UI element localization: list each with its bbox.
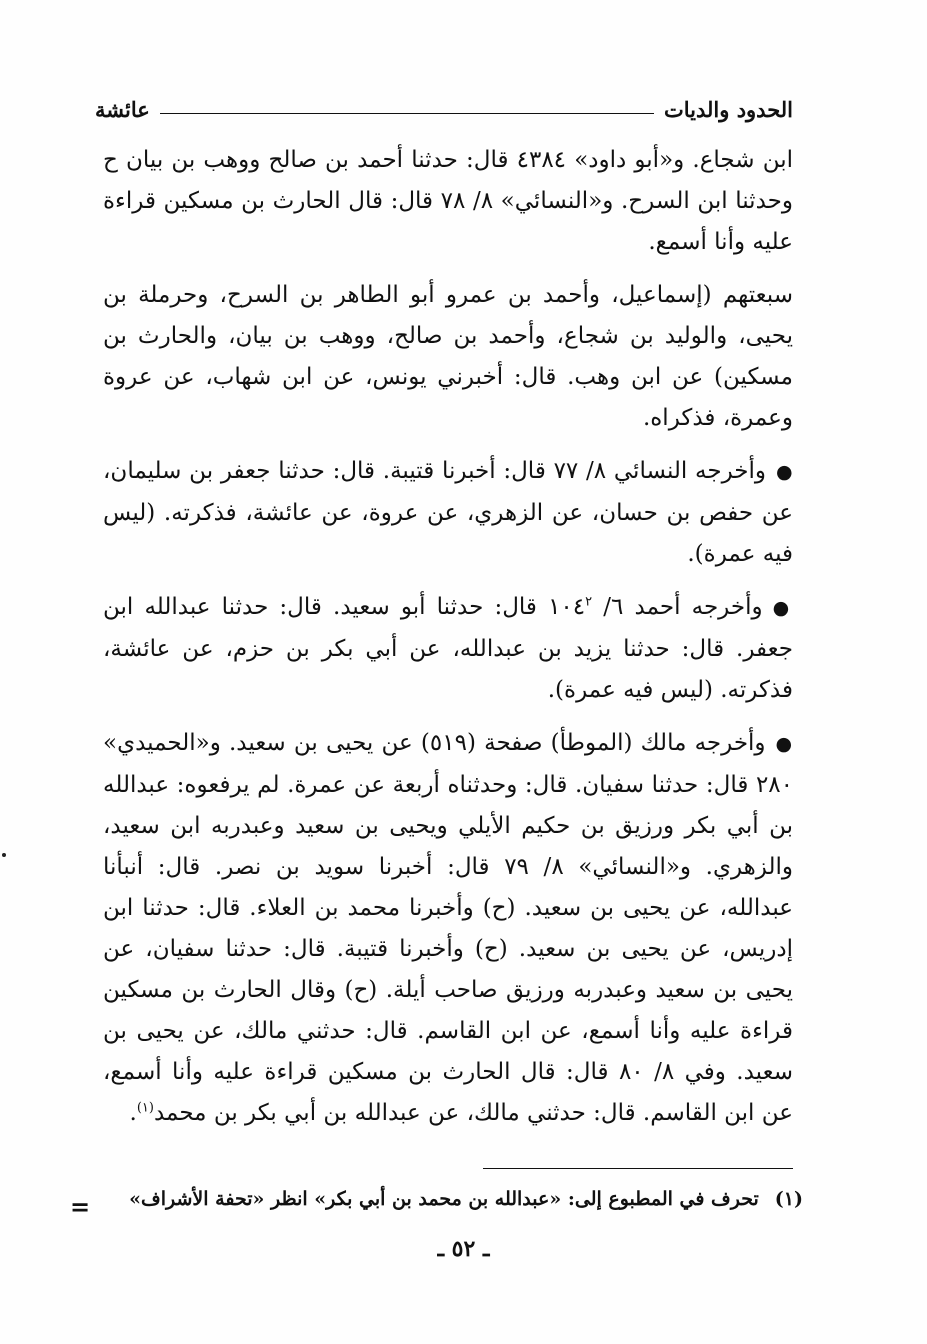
scan-speck (2, 853, 6, 857)
paragraph-text: وأخرجه مالك (الموطأ) صفحة (٥١٩) عن يحيى بن سعيد. و«الحميدي» ٢٨٠ قال: حدثنا سفيان. قال: وحدثناه أربعة عن عمرة. لم يرفعوه: عبدالله بن أبي بكر ورزيق بن حكيم الأيلي ويحيى بن سعيد وعبدربه ابن سعيد، والزهري. و«النسائي» ٨/ ٧٩ قال: أخبرنا سويد بن نصر. قال: أنبأنا عبدالله، عن يحيى بن سعيد. (ح) وأخبرنا محمد بن العلاء. قال: حدثنا ابن إدريس، عن يحيى بن سعيد. (ح) وأخبرنا قتيبة. قال: حدثنا سفيان، عن يحيى بن سعيد وعبدربه ورزيق صاحب أيلة. (ح) وقال الحارث بن مسكين قراءة عليه وأنا أسمع، عن ابن القاسم. قال: حدثني مالك، عن يحيى بن سعيد. وفي ٨/ ٨٠ قال: قال الحارث بن مسكين قراءة عليه وأنا أسمع، عن ابن القاسم. قال: حدثني مالك، عن عبدالله بن أبي بكر بن محمد (103, 730, 793, 1126)
paragraph: سبعتهم (إسماعيل، وأحمد بن عمرو أبو الطاهر بن السرح، وحرملة بن يحيى، والوليد بن شجاع، وأحمد بن صالح، ووهب بن بيان، والحارث بن مسكين) عن ابن وهب. قال: أخبرني يونس، عن ابن شهاب، عن عروة وعمرة، فذكراه. (103, 282, 793, 431)
paragraph: ابن شجاع. و«أبو داود» ٤٣٨٤ قال: حدثنا أحمد بن صالح ووهب بن بيان ح وحدثنا ابن السرح. و«النسائي» ٨/ ٧٨ قال: قال الحارث بن مسكين قراءة عليه وأنا أسمع. (103, 147, 793, 255)
paragraph-text: . (129, 1100, 137, 1126)
footnote-continuation-mark: = (70, 1192, 91, 1221)
bullet-paragraph (103, 723, 793, 1134)
header-chapter-title: الحدود والديات (663, 97, 793, 122)
paragraph-text: قال: حدثنا أبو سعيد. قال: حدثنا عبدالله ابن جعفر. قال: حدثنا يزيد بن عبدالله، عن أبي بكر بن حزم، عن عائشة، فذكرته. (ليس فيه عمرة). (103, 594, 793, 703)
footnote (103, 1184, 803, 1214)
bullet-paragraph (103, 587, 793, 711)
main-text (103, 140, 793, 1134)
header-rule (160, 113, 654, 114)
header-section-title: عائشة (95, 97, 150, 122)
footnote-rule (483, 1168, 793, 1169)
superscript-mark: ٢ (585, 594, 593, 610)
running-header (95, 88, 793, 122)
paragraph-text: وأخرجه أحمد ٦/ ١٠٤ (548, 594, 763, 620)
bullet-paragraph: ● وأخرجه النسائي ٨/ ٧٧ قال: أخبرنا قتيبة. قال: حدثنا جعفر بن سليمان، عن حفص بن حسان، عن الزهري، عن عروة، عن عائشة، فذكرته. (ليس فيه عمرة). (103, 451, 793, 575)
footnote-reference: (١) (136, 1100, 154, 1116)
footnote-number: (١) (774, 1188, 803, 1210)
footnote-text: تحرف في المطبوع إلى: «عبدالله بن محمد بن أبي بكر» انظر «تحفة الأشراف» (129, 1188, 759, 1210)
page-number: ـ ٥٢ ـ (437, 1236, 490, 1262)
